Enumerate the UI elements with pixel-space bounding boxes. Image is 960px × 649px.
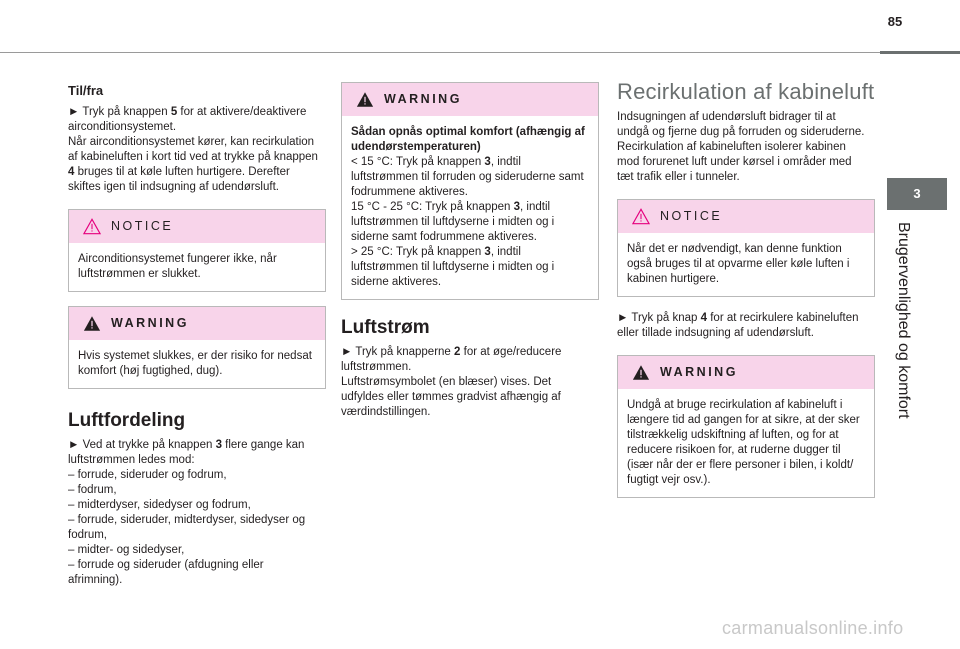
text-line: Indsugningen af udendørsluft bidrager til at: [617, 111, 836, 123]
warning-header: [342, 83, 598, 116]
chapter-tab[interactable]: 3: [887, 178, 947, 210]
notice-box: [617, 199, 875, 297]
notice-triangle-icon: [83, 218, 101, 235]
warning-header: [69, 307, 325, 340]
text-line: > 25 °C: Tryk på knappen 3, indtil: [351, 246, 521, 258]
text-line: skiftes igen til indsugning af udendørsluft.: [68, 181, 279, 193]
text-line: tilstrækkelig udskiftning af luften, og for at: [627, 429, 839, 441]
text-line: Recirkulation af kabineluften isolerer kabinen: [617, 141, 846, 153]
warning-box: [617, 355, 875, 498]
text-line: – forrude og sideruder (afdugning eller: [68, 559, 264, 571]
text-line: luftstrømmen er slukket.: [78, 268, 201, 280]
warning-temperature-steps: [351, 155, 589, 290]
recirculation-action: [617, 311, 875, 341]
text-line: ► Ved at trykke på knappen 3 flere gange kan: [68, 439, 305, 451]
airflow-paragraph: [341, 345, 599, 420]
text-line: luftstrømmen til forruden og sideruderne samt: [351, 171, 584, 183]
notice-header: [618, 200, 874, 233]
text-line: mod forurenet luft under kørsel i områder med: [617, 156, 852, 168]
text-line: Airconditionsystemet fungerer ikke, når: [78, 253, 277, 265]
text-line: reducere risikoen for, at ruderne dugger til: [627, 444, 841, 456]
text-line: fodrum,: [68, 529, 107, 541]
text-line: kabinen hurtigere.: [627, 273, 720, 285]
text-line: ► Tryk på knap 4 for at recirkulere kabineluften: [617, 312, 859, 324]
warning-title: WARNING: [384, 92, 462, 106]
text-line: fodrummene aktiveres.: [351, 186, 468, 198]
text-line: (især når der er flere personer i bilen, i koldt/: [627, 459, 854, 471]
section-heading-on-off: Til/fra: [68, 83, 104, 98]
warning-intro: [351, 125, 589, 155]
on-off-paragraph: [68, 105, 326, 195]
text-line: – midter- og sidedyser,: [68, 544, 185, 556]
text-line: Når det er nødvendigt, kan denne funktion: [627, 243, 842, 255]
text-line: Luftstrømsymbolet (en blæser) vises. Det: [341, 376, 552, 388]
warning-text: [69, 340, 325, 388]
text-line: af kabineluften i kort tid ved at trykke på knappen: [68, 151, 318, 163]
text-line: ► Tryk på knappen 5 for at aktivere/deaktivere: [68, 106, 307, 118]
warning-title: WARNING: [660, 365, 738, 379]
text-line: undgå og fjerne dug på forruden og sideruderne.: [617, 126, 865, 138]
watermark: carmanualsonline.info: [722, 618, 904, 638]
text-line: Hvis systemet slukkes, er der risiko for nedsat: [78, 350, 312, 362]
warning-triangle-icon: [632, 364, 650, 381]
text-line: også bruges til at opvarme eller køle luften i: [627, 258, 850, 270]
text-line: 4 bruges til at køle luften hurtigere. Derefter: [68, 166, 290, 178]
text-line: siderne aktiveres.: [351, 276, 442, 288]
text-line: fugtigt vejr osv.).: [627, 474, 711, 486]
notice-text: [69, 243, 325, 291]
notice-header: [69, 210, 325, 243]
top-rule-accent: [880, 51, 960, 54]
text-line: luftstrømmen til luftdyserne i midten og i: [351, 216, 555, 228]
text-line: siderne samt fodrummene aktiveres.: [351, 231, 537, 243]
warning-title: WARNING: [111, 316, 189, 330]
column-left: [68, 75, 326, 588]
text-line: – fodrum,: [68, 484, 117, 496]
warning-text: [342, 116, 598, 299]
notice-title: NOTICE: [660, 209, 723, 223]
text-line: Når airconditionsystemet kører, kan recirkulation: [68, 136, 315, 148]
chapter-label: Brugervenlighed og komfort: [895, 222, 912, 419]
text-line: ► Tryk på knapperne 2 for at øge/reducere: [341, 346, 562, 358]
warning-text: [618, 389, 874, 497]
text-line: airconditionsystemet.: [68, 121, 177, 133]
text-line: Undgå at bruge recirkulation af kabineluft i: [627, 399, 843, 411]
warning-header: [618, 356, 874, 389]
text-line: længere tid ad gangen for at sikre, at der sker: [627, 414, 860, 426]
top-rule: [0, 52, 960, 53]
text-line: tæt trafik eller i tunneler.: [617, 171, 740, 183]
text-line: eller tillade indsugning af udendørsluft.: [617, 327, 814, 339]
text-line: udfyldes eller tømmes gradvist afhængig af: [341, 391, 561, 403]
text-line: – forrude, sideruder, midterdyser, sidedyser og: [68, 514, 306, 526]
text-line: afrimning).: [68, 574, 123, 586]
section-heading-airflow: Luftstrøm: [341, 317, 430, 338]
text-line: komfort (høj fugtighed, dug).: [78, 365, 223, 377]
text-line: 15 °C - 25 °C: Tryk på knappen 3, indtil: [351, 201, 551, 213]
section-title-recirculation: Recirkulation af kabineluft: [617, 79, 875, 104]
notice-triangle-icon: [632, 208, 650, 225]
warning-triangle-icon: [356, 91, 374, 108]
text-line: – midterdyser, sidedyser og fodrum,: [68, 499, 251, 511]
warning-box: [341, 82, 599, 300]
column-middle: [341, 75, 599, 420]
text-line: værdindstillingen.: [341, 406, 431, 418]
page-number: 85: [887, 14, 903, 29]
notice-title: NOTICE: [111, 219, 174, 233]
text-line: – forrude, sideruder og fodrum,: [68, 469, 227, 481]
notice-text: [618, 233, 874, 296]
text-line: luftstrømmen.: [341, 361, 412, 373]
warning-triangle-icon: [83, 315, 101, 332]
notice-box: [68, 209, 326, 292]
text-line: Sådan opnås optimal komfort (afhængig af: [351, 126, 585, 138]
column-right: [617, 75, 875, 512]
recirculation-intro: [617, 110, 875, 185]
air-distribution-paragraph: [68, 438, 326, 588]
warning-box: [68, 306, 326, 389]
section-heading-air-distribution: Luftfordeling: [68, 410, 186, 431]
text-line: udendørstemperaturen): [351, 141, 481, 153]
text-line: < 15 °C: Tryk på knappen 3, indtil: [351, 156, 521, 168]
text-line: luftstrømmen til luftdyserne i midten og i: [351, 261, 555, 273]
text-line: luftstrømmen ledes mod:: [68, 454, 195, 466]
